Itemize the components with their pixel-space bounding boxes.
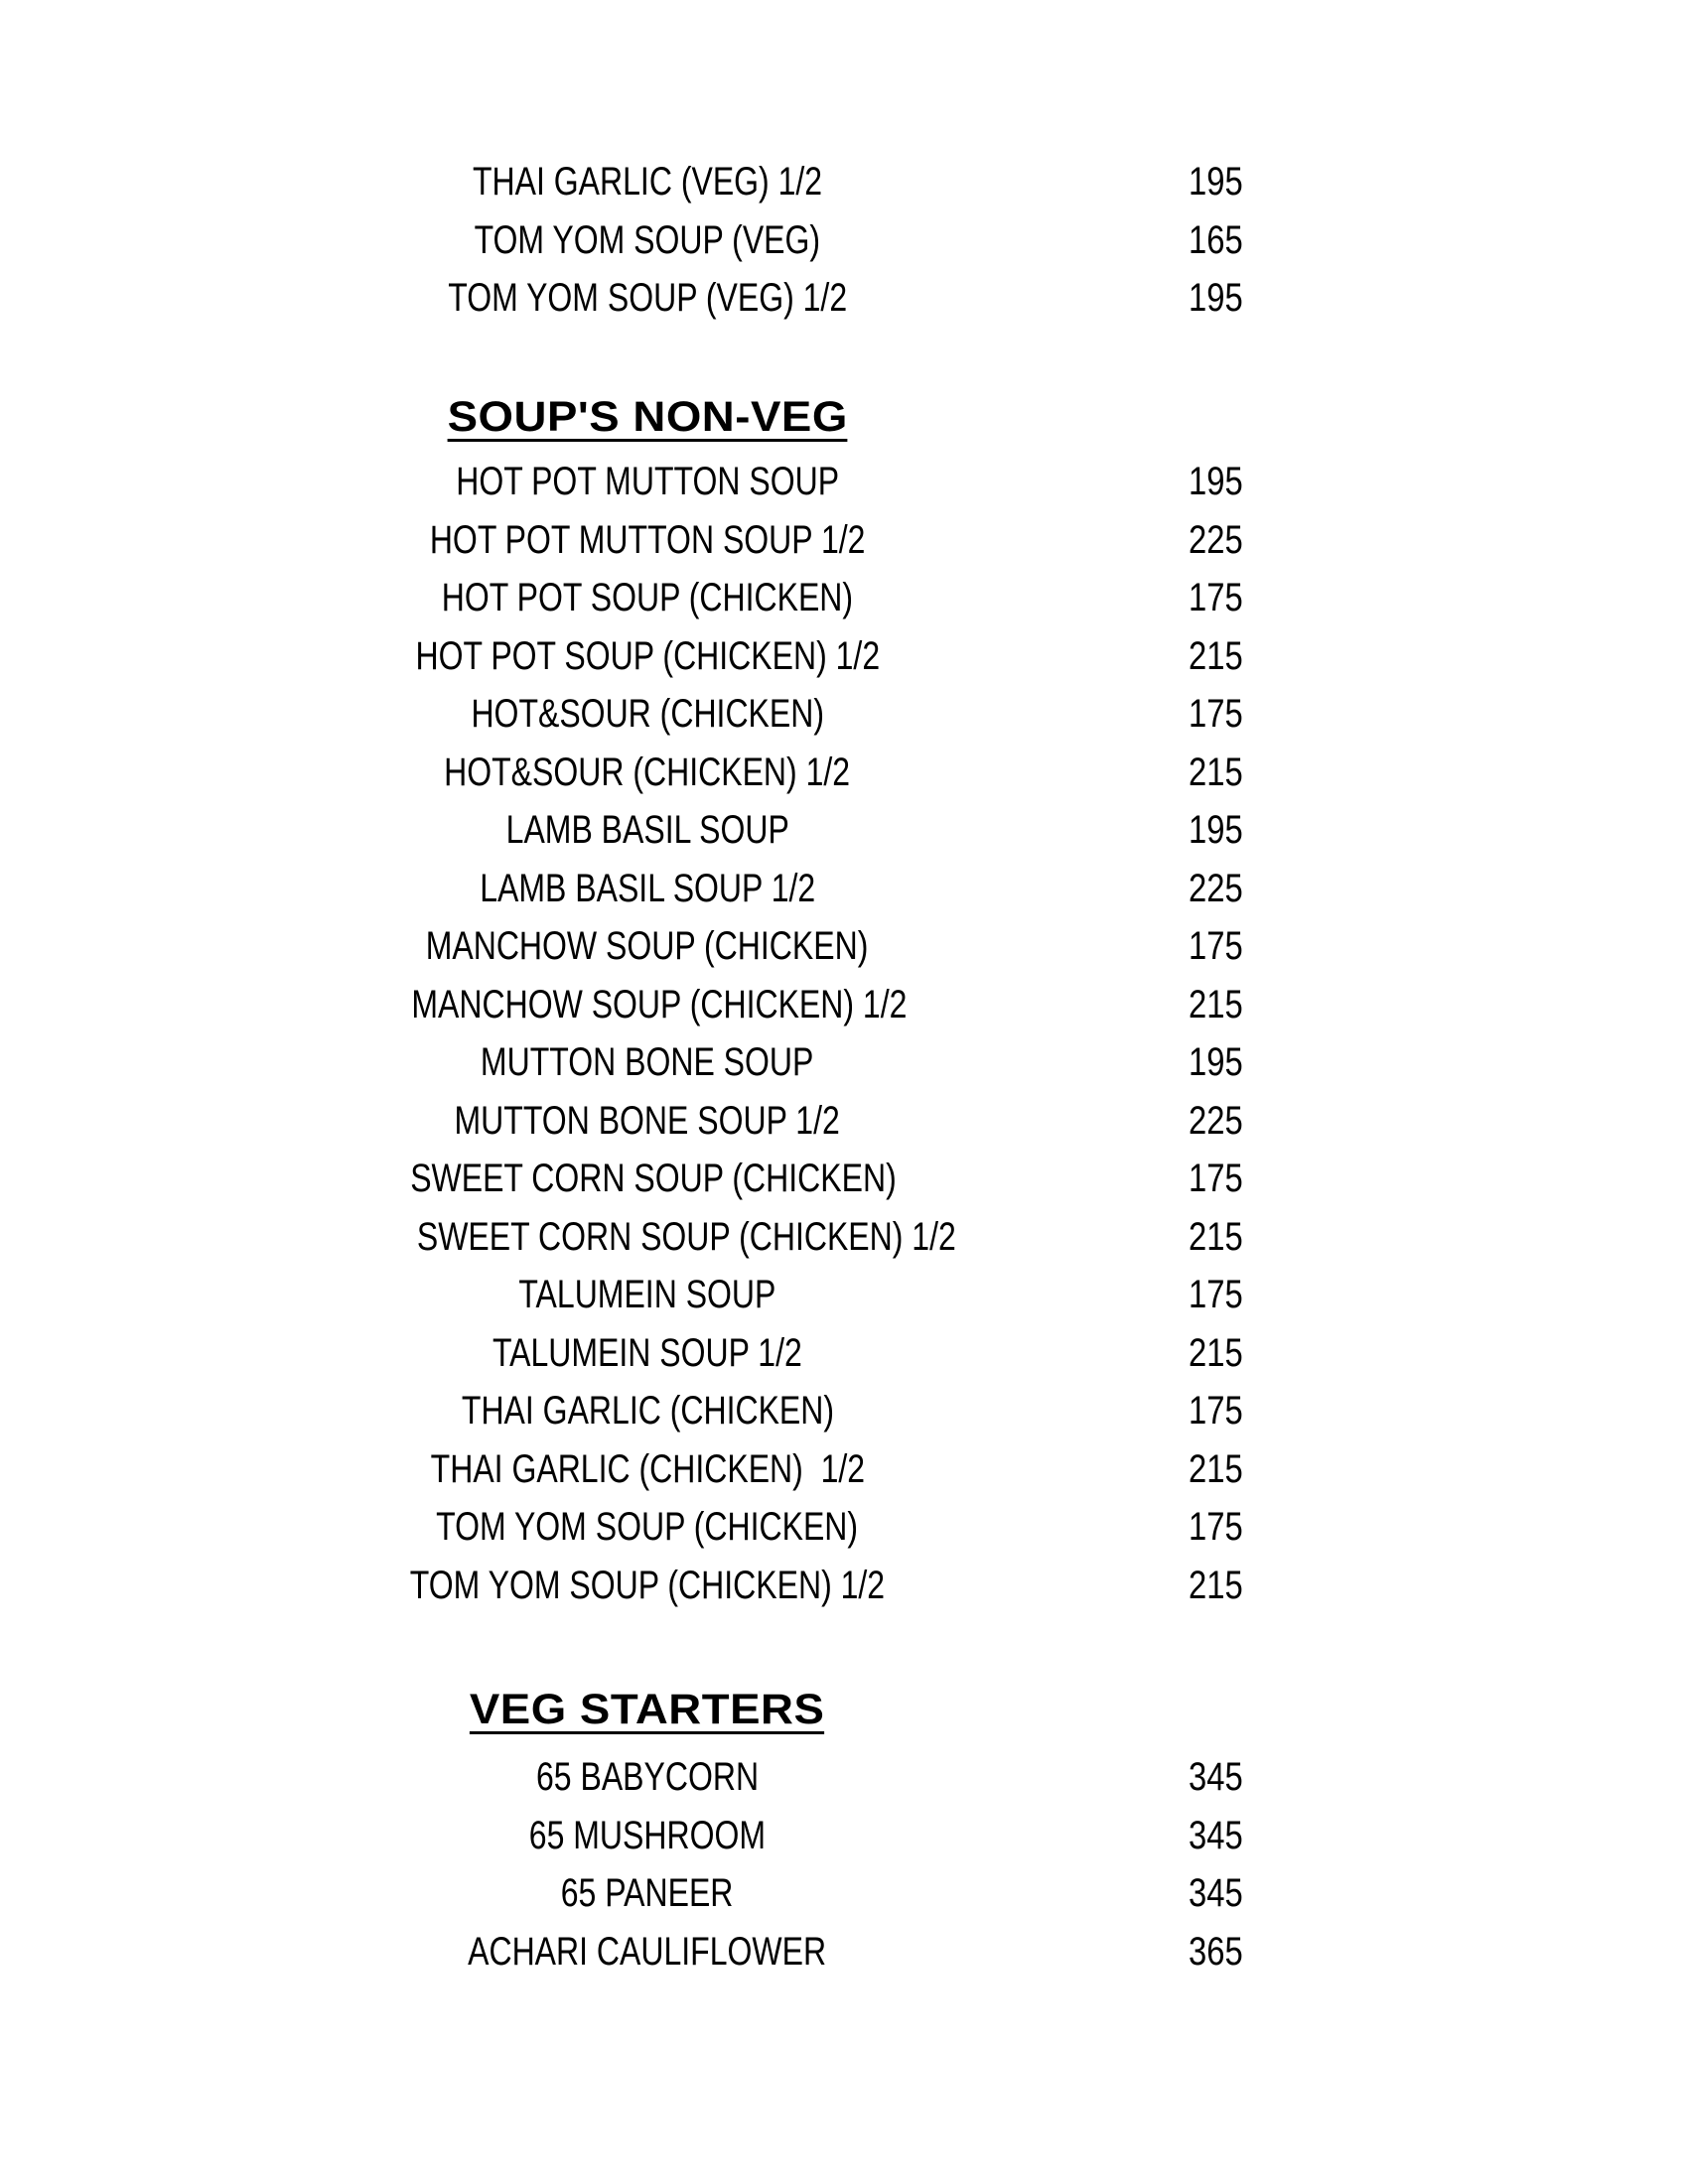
menu-item-row bbox=[0, 685, 1688, 744]
item-price: 175 bbox=[1189, 1273, 1243, 1316]
menu-item-row bbox=[0, 1498, 1688, 1557]
item-name: SWEET CORN SOUP (CHICKEN) 1/2 bbox=[416, 1214, 956, 1259]
item-price: 215 bbox=[1189, 633, 1243, 678]
menu-item-row bbox=[0, 1033, 1688, 1092]
item-name: TOM YOM SOUP (VEG) bbox=[474, 217, 821, 262]
item-price: 195 bbox=[1189, 160, 1243, 204]
menu-item-row bbox=[0, 569, 1688, 627]
item-price: 195 bbox=[1189, 1040, 1243, 1084]
item-name: LAMB BASIL SOUP bbox=[505, 808, 789, 852]
menu-item-row bbox=[0, 860, 1688, 918]
item-price: 175 bbox=[1189, 692, 1243, 736]
menu-item-row bbox=[0, 1150, 1688, 1208]
menu-item-row bbox=[0, 1266, 1688, 1324]
item-name: 65 BABYCORN bbox=[535, 1755, 760, 1799]
item-price: 215 bbox=[1189, 982, 1243, 1026]
item-name: 65 MUSHROOM bbox=[528, 1813, 767, 1857]
item-name: TOM YOM SOUP (VEG) 1/2 bbox=[448, 276, 847, 320]
menu-item-row bbox=[0, 1208, 1688, 1267]
menu-item-row bbox=[0, 153, 1688, 211]
item-price: 175 bbox=[1189, 1157, 1243, 1200]
menu-item-row bbox=[0, 1864, 1688, 1923]
item-name: HOT&SOUR (CHICKEN) bbox=[471, 692, 824, 736]
item-name: TOM YOM SOUP (CHICKEN) 1/2 bbox=[409, 1563, 886, 1607]
item-price: 215 bbox=[1189, 750, 1243, 794]
item-price: 195 bbox=[1189, 276, 1243, 320]
item-name: ACHARI CAULIFLOWER bbox=[468, 1929, 827, 1974]
item-price: 365 bbox=[1189, 1929, 1243, 1974]
item-price: 215 bbox=[1189, 1330, 1243, 1375]
item-price: 195 bbox=[1189, 460, 1243, 503]
item-name: MUTTON BONE SOUP bbox=[481, 1040, 814, 1084]
item-price: 175 bbox=[1189, 1505, 1243, 1549]
item-name: LAMB BASIL SOUP 1/2 bbox=[480, 866, 815, 910]
item-name: HOT POT SOUP (CHICKEN) 1/2 bbox=[415, 633, 880, 678]
section-heading-soups-non-veg: SOUP'S NON-VEG bbox=[447, 393, 848, 441]
item-name: HOT POT SOUP (CHICKEN) bbox=[441, 576, 854, 619]
item-name: HOT&SOUR (CHICKEN) 1/2 bbox=[444, 750, 851, 794]
item-price: 195 bbox=[1189, 808, 1243, 852]
menu-item-row bbox=[0, 1748, 1688, 1807]
menu-item-row bbox=[0, 1382, 1688, 1440]
item-price: 165 bbox=[1189, 217, 1243, 262]
menu-item-row bbox=[0, 744, 1688, 802]
menu-item-row bbox=[0, 1440, 1688, 1499]
section-heading-veg-starters: VEG STARTERS bbox=[470, 1686, 825, 1733]
menu-item-row bbox=[0, 511, 1688, 570]
item-name: SWEET CORN SOUP (CHICKEN) bbox=[410, 1157, 897, 1200]
item-name: TOM YOM SOUP (CHICKEN) bbox=[436, 1505, 859, 1549]
item-name: 65 PANEER bbox=[561, 1871, 734, 1915]
item-price: 175 bbox=[1189, 576, 1243, 619]
item-name: THAI GARLIC (CHICKEN) bbox=[461, 1389, 834, 1433]
menu-item-row bbox=[0, 453, 1688, 511]
item-name: THAI GARLIC (VEG) 1/2 bbox=[472, 160, 823, 204]
item-name: TALUMEIN SOUP bbox=[518, 1273, 776, 1316]
item-name: TALUMEIN SOUP 1/2 bbox=[492, 1330, 802, 1375]
item-price: 345 bbox=[1189, 1755, 1243, 1799]
menu-item-row bbox=[0, 1557, 1688, 1615]
item-name: HOT POT MUTTON SOUP bbox=[456, 460, 839, 503]
menu-item-row bbox=[0, 1324, 1688, 1383]
item-price: 225 bbox=[1189, 1098, 1243, 1143]
menu-item-row bbox=[0, 1092, 1688, 1151]
item-price: 225 bbox=[1189, 866, 1243, 910]
menu-item-row bbox=[0, 269, 1688, 328]
section-veg-soups-continued bbox=[0, 153, 1688, 328]
item-price: 225 bbox=[1189, 517, 1243, 562]
item-price: 345 bbox=[1189, 1871, 1243, 1915]
item-name: MANCHOW SOUP (CHICKEN) bbox=[426, 924, 869, 968]
menu-item-row bbox=[0, 627, 1688, 686]
item-name: MANCHOW SOUP (CHICKEN) 1/2 bbox=[411, 982, 908, 1026]
item-name: MUTTON BONE SOUP 1/2 bbox=[454, 1098, 841, 1143]
menu-item-row bbox=[0, 801, 1688, 860]
menu-item-row bbox=[0, 211, 1688, 270]
item-price: 175 bbox=[1189, 1389, 1243, 1433]
item-price: 345 bbox=[1189, 1813, 1243, 1857]
menu-item-row bbox=[0, 1807, 1688, 1865]
item-price: 215 bbox=[1189, 1563, 1243, 1607]
section-veg-starters bbox=[0, 1748, 1688, 1980]
menu-item-row bbox=[0, 1923, 1688, 1981]
item-name: HOT POT MUTTON SOUP 1/2 bbox=[429, 517, 866, 562]
item-price: 175 bbox=[1189, 924, 1243, 968]
menu-item-row bbox=[0, 917, 1688, 976]
menu-item-row bbox=[0, 976, 1688, 1034]
item-price: 215 bbox=[1189, 1214, 1243, 1259]
section-soups-non-veg bbox=[0, 453, 1688, 1614]
item-price: 215 bbox=[1189, 1446, 1243, 1491]
item-name: THAI GARLIC (CHICKEN) 1/2 bbox=[430, 1446, 865, 1491]
